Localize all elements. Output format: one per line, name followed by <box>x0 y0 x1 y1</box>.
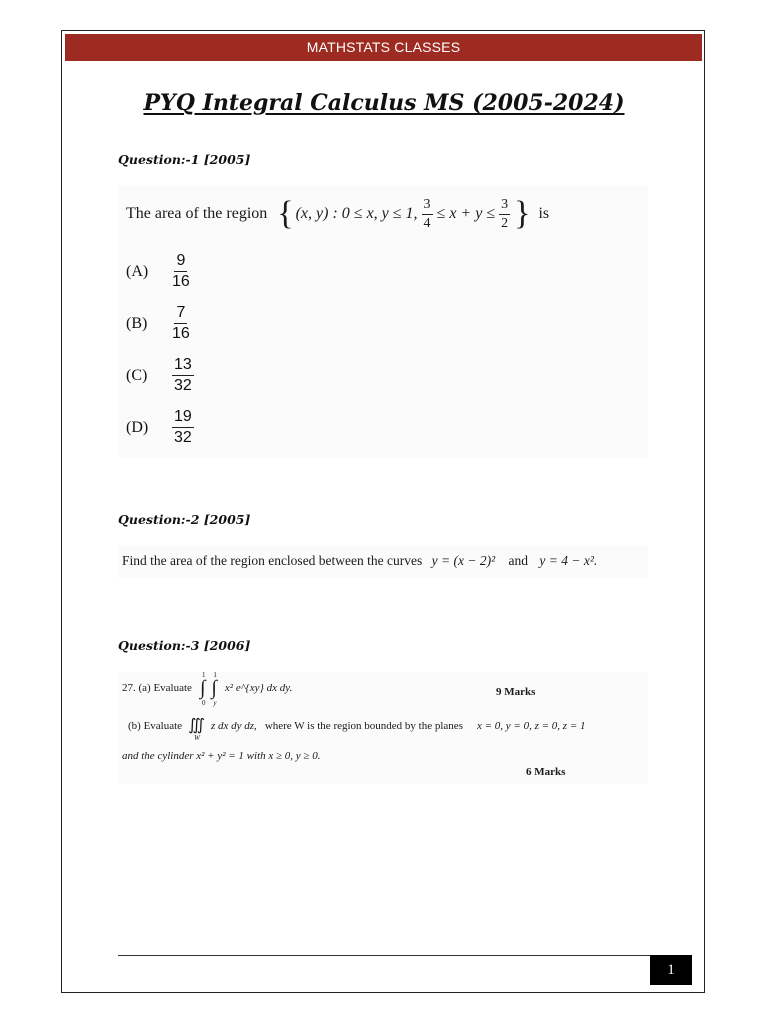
limit-upper: 1 <box>213 671 217 679</box>
header-bar <box>65 34 702 61</box>
part-a-marks: 9 Marks <box>496 686 536 698</box>
fraction-denominator: 4 <box>423 215 431 231</box>
triple-integral-icon: ∭ W <box>188 717 205 742</box>
document-title: PYQ Integral Calculus MS (2005-2024) <box>143 90 625 116</box>
lower-bound-fraction <box>422 198 433 231</box>
fraction-denominator: 16 <box>172 325 190 342</box>
fraction-numerator: 19 <box>172 409 194 428</box>
part-b <box>128 717 586 742</box>
question-3-label: Question:-3 [2006] <box>118 638 251 653</box>
fraction-numerator: 9 <box>174 253 187 272</box>
set-inequality: ≤ x + y ≤ <box>436 205 496 222</box>
option-fraction <box>172 357 194 394</box>
fraction-denominator: 16 <box>172 273 190 290</box>
question-2-label: Question:-2 [2005] <box>118 512 251 527</box>
brace-open: { <box>277 195 294 232</box>
set-condition: (x, y) : 0 ≤ x, y ≤ 1, <box>295 205 418 222</box>
upper-bound-fraction <box>499 198 510 231</box>
conjunction: and <box>508 553 529 568</box>
question-3-scan <box>118 672 648 784</box>
option-d <box>126 409 194 446</box>
option-letter: (D) <box>126 418 149 436</box>
question-1-label: Question:-1 [2005] <box>118 152 251 167</box>
question-1-stem <box>126 197 549 231</box>
part-b-cylinder: and the cylinder x² + y² = 1 with x ≥ 0, y ≥ 0. <box>122 750 321 762</box>
curve-1: y = (x − 2)² <box>431 553 496 568</box>
brand-name: MATHSTATS CLASSES <box>306 39 461 55</box>
fraction-denominator: 32 <box>174 377 192 394</box>
limit-lower: y <box>213 699 217 707</box>
option-c <box>126 357 194 394</box>
fraction-numerator: 7 <box>174 305 187 324</box>
fraction-denominator: 2 <box>501 215 509 231</box>
part-b-description: where W is the region bounded by the planes <box>264 720 463 732</box>
question-2-scan <box>118 545 648 579</box>
stem-suffix: is <box>538 205 550 222</box>
brace-close: } <box>514 195 531 232</box>
part-b-prefix: (b) Evaluate <box>128 720 183 732</box>
region-label: W <box>194 734 200 742</box>
integral-icon: ∫ 1 0 <box>199 671 206 707</box>
page-number: 1 <box>650 955 692 985</box>
option-letter: (A) <box>126 262 149 280</box>
option-fraction <box>172 305 190 342</box>
option-fraction <box>172 253 190 290</box>
part-b-integrand: z dx dy dz, <box>210 720 257 732</box>
part-a-prefix: 27. (a) Evaluate <box>122 682 192 694</box>
option-letter: (C) <box>126 366 148 384</box>
fraction-numerator: 3 <box>422 198 433 215</box>
part-b-marks: 6 Marks <box>526 766 566 778</box>
option-a <box>126 253 190 290</box>
limit-upper: 1 <box>201 671 206 679</box>
question-1-scan <box>118 185 648 457</box>
part-b-planes: x = 0, y = 0, z = 0, z = 1 <box>476 720 586 732</box>
option-fraction <box>172 409 194 446</box>
stem-prefix: The area of the region <box>126 205 268 222</box>
curve-2: y = 4 − x². <box>539 553 598 568</box>
limit-lower: 0 <box>201 699 206 707</box>
fraction-numerator: 13 <box>172 357 194 376</box>
option-letter: (B) <box>126 314 148 332</box>
integral-icon: ∫ 1 y <box>211 671 217 707</box>
fraction-denominator: 32 <box>174 429 192 446</box>
question-2-stem: Find the area of the region enclosed between the curves <box>122 553 423 568</box>
footer-divider <box>118 955 653 956</box>
part-a <box>122 671 293 707</box>
question-2-text <box>122 553 597 569</box>
option-b <box>126 305 190 342</box>
fraction-numerator: 3 <box>499 198 510 215</box>
part-a-integrand: x² e^{xy} dx dy. <box>224 682 293 694</box>
